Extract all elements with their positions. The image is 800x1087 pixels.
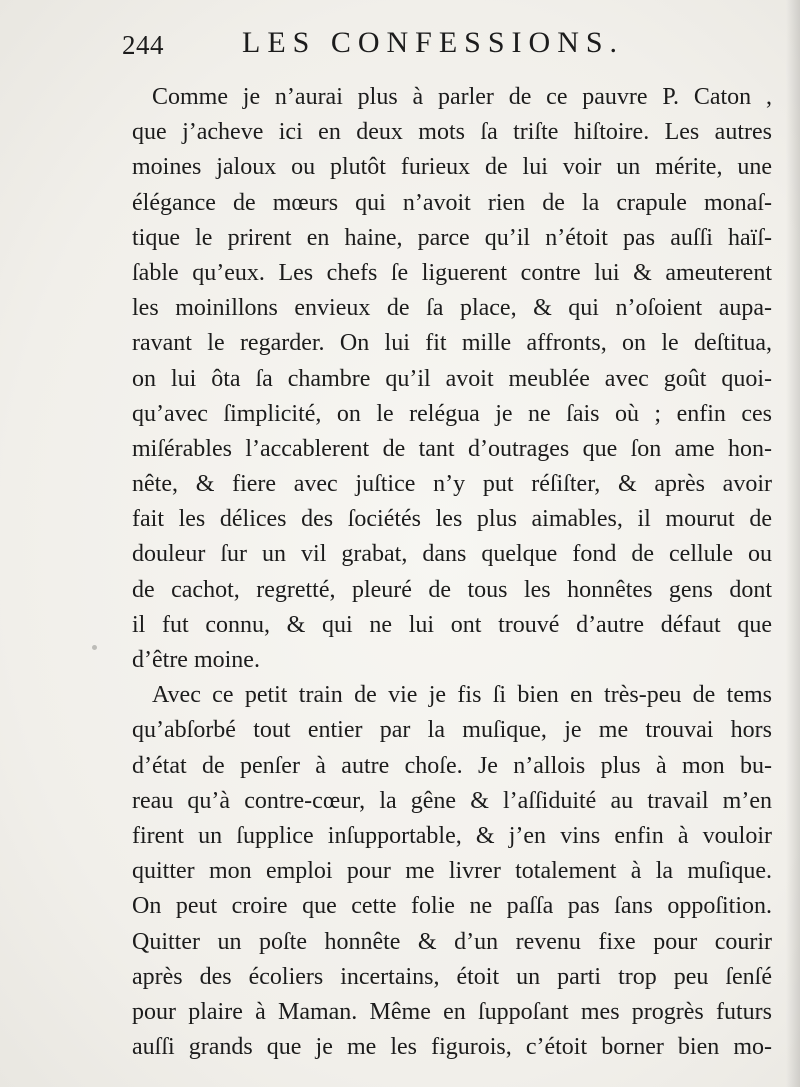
text-line: pour plaire à Maman. Même en ſuppoſant mes progrès futurs — [132, 998, 772, 1025]
text-line: douleur ſur un vil grabat, dans quelque fond de cellule ou — [132, 541, 772, 568]
text-line: fait les délices des ſociétés les plus aimables, il mourut de — [132, 506, 772, 533]
text-line: quitter mon emploi pour me livrer totalement à la muſique. — [132, 858, 772, 885]
text-line: tique le prirent en haine, parce qu’il n’étoit pas auſſi haïſ- — [132, 224, 772, 251]
page-header — [122, 26, 682, 70]
text-line: qu’abſorbé tout entier par la muſique, je me trouvai hors — [132, 717, 772, 744]
text-line: ſable qu’eux. Les chefs ſe liguerent contre lui & ameuterent — [132, 259, 772, 286]
text-line: miſérables l’accablerent de tant d’outrages que ſon ame hon- — [132, 435, 772, 462]
text-line: de cachot, regretté, pleuré de tous les honnêtes gens dont — [132, 576, 772, 603]
page-number: 244 — [122, 30, 164, 60]
paper-speck — [92, 645, 97, 650]
text-line: qu’avec ſimplicité, on le reléguа je ne ſais où ; enfin ces — [132, 400, 772, 427]
text-line: firent un ſupplice inſupportable, & j’en vins enfin à vouloir — [132, 822, 772, 849]
text-line: auſſi grands que je me les figurois, c’étoit borner bien mo- — [132, 1034, 772, 1061]
text-line: on lui ôta ſa chambre qu’il avoit meublée avec goût quoi- — [132, 365, 772, 392]
paragraph-1 — [132, 80, 772, 678]
text-line: nête, & fiere avec juſtice n’y put réſiſter, & après avoir — [132, 471, 772, 498]
running-head: LES CONFESSIONS. — [242, 26, 625, 59]
text-line: d’être moine. — [132, 647, 260, 673]
text-line: après des écoliers incertains, étoit un parti trop peu ſenſé — [132, 963, 772, 990]
text-line: Comme je n’aurai plus à parler de ce pauvre P. Caton , — [152, 84, 772, 110]
text-line: les moinillons envieux de ſa place, & qui n’oſoient aupa- — [132, 295, 772, 322]
text-line: ravant le regarder. On lui fit mille affronts, on le deſtitua, — [132, 330, 772, 357]
text-line: il fut connu, & qui ne lui ont trouvé d’autre défaut que — [132, 611, 772, 638]
text-line: On peut croire que cette folie ne paſſa pas ſans oppoſition. — [132, 893, 772, 920]
text-line: reau qu’à contre-cœur, la gêne & l’aſſiduité au travail m’en — [132, 787, 772, 814]
text-line: élégance de mœurs qui n’avoit rien de la crapule monaſ- — [132, 189, 772, 216]
text-line: que j’acheve ici en deux mots ſa triſte hiſtoire. Les autres — [132, 119, 772, 146]
paragraph-2 — [132, 678, 772, 1065]
page-edge-shadow — [786, 0, 800, 1087]
text-line: Quitter un poſte honnête & d’un revenu fixe pour courir — [132, 928, 772, 955]
text-line: moines jaloux ou plutôt furieux de lui voir un mérite, une — [132, 154, 772, 181]
body-text — [132, 80, 772, 1065]
text-line: d’état de penſer à autre choſe. Je n’allois plus à mon bu- — [132, 752, 772, 779]
text-line: Avec ce petit train de vie je fis ſi bien en très-peu de tems — [152, 682, 772, 709]
